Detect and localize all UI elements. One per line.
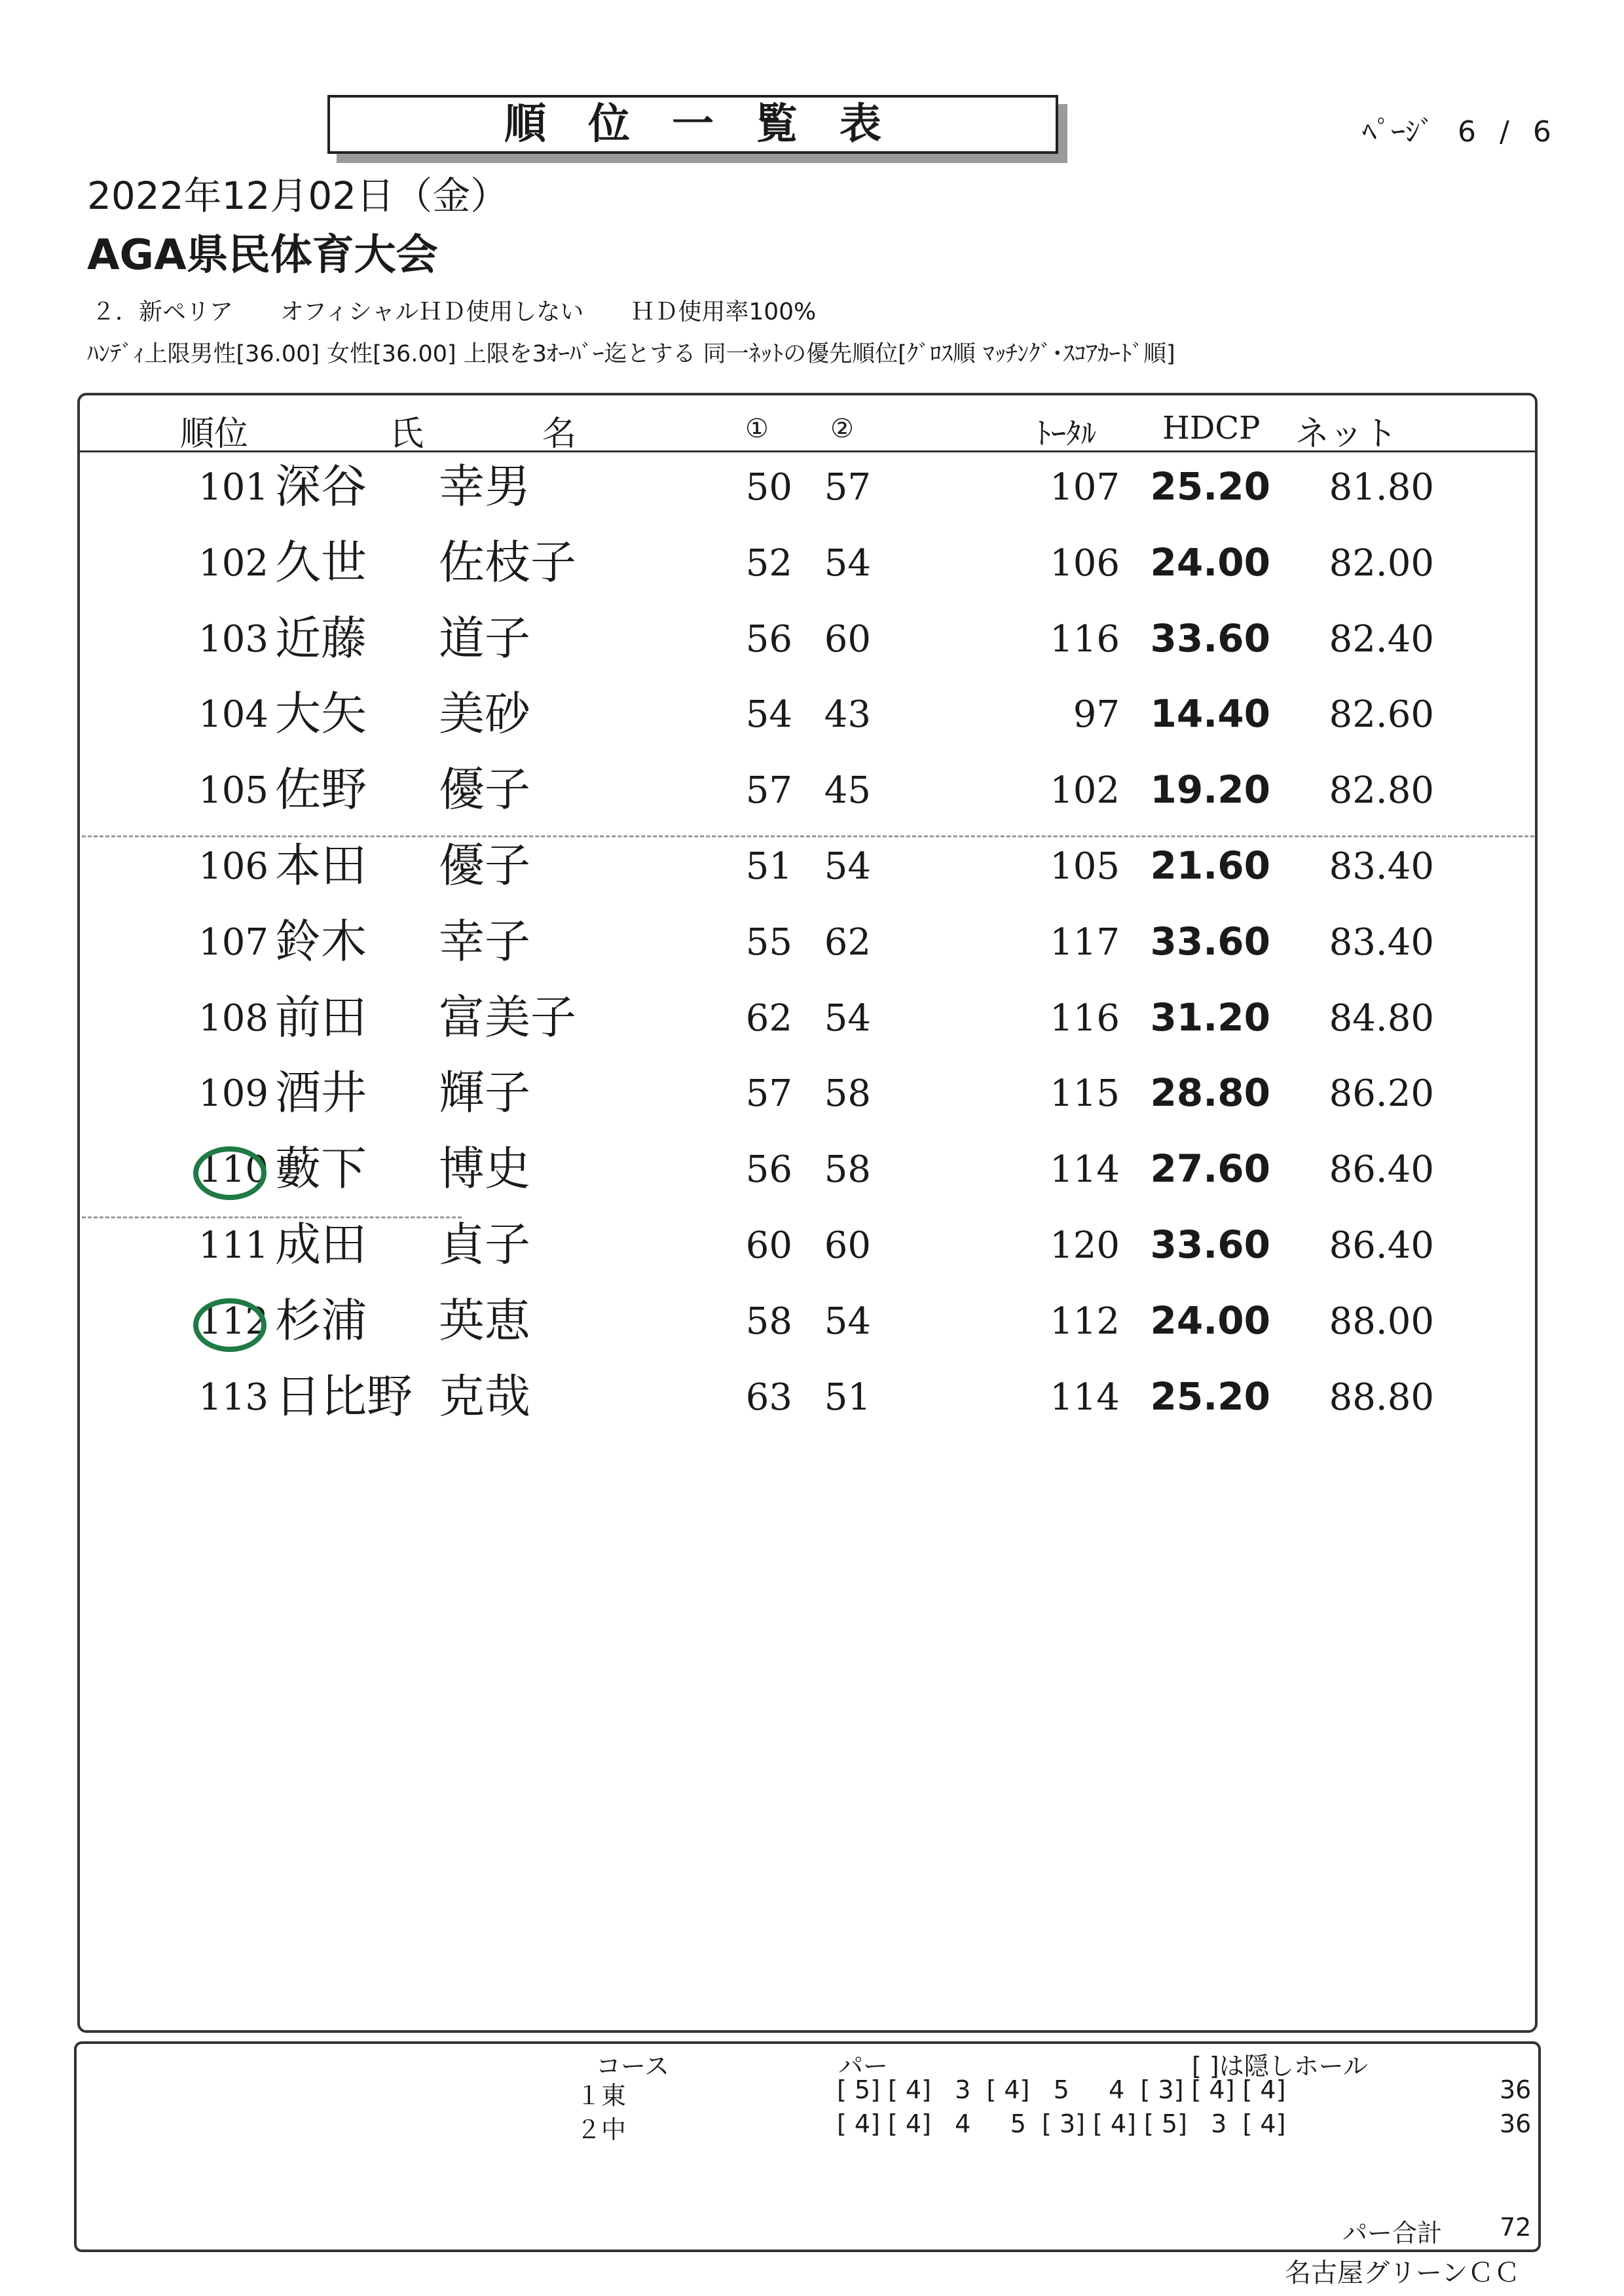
col-header-hdcp: HDCP (1162, 410, 1261, 446)
course-name: ２中 (576, 2115, 627, 2144)
round2-score-cell: 43 (824, 693, 871, 737)
family-name-cell: 久世 (275, 535, 367, 589)
course-holes: [ 4] [ 4] 4 5 [ 3] [ 4] [ 5] 3 [ 4] (837, 2109, 1286, 2138)
hdcp-cell: 14.40 (1150, 691, 1270, 737)
round1-score-cell: 57 (745, 769, 792, 812)
round1-score-cell: 57 (745, 1072, 792, 1116)
col-header-rank: 順位 (180, 414, 249, 454)
family-name-cell: 成田 (275, 1218, 367, 1271)
course-par-sum: 36 (1500, 2075, 1532, 2104)
net-score-cell: 86.40 (1329, 1148, 1434, 1192)
table-row (0, 1364, 1624, 1440)
family-name-cell: 鈴木 (275, 914, 367, 968)
round1-score-cell: 63 (745, 1376, 792, 1419)
round2-score-cell: 54 (824, 541, 871, 585)
given-name-cell: 優子 (439, 763, 530, 817)
table-row (0, 681, 1624, 757)
round1-score-cell: 55 (745, 920, 792, 964)
round1-score-cell: 54 (745, 693, 792, 737)
rank-cell: 103 (198, 617, 268, 661)
handwritten-circle-mark (193, 1146, 267, 1200)
net-score-cell: 83.40 (1329, 920, 1434, 964)
rank-cell: 108 (198, 996, 268, 1040)
page-title: 順位一覧表 (504, 100, 923, 149)
family-name-cell: 本田 (275, 839, 367, 892)
col-header-round2: ② (830, 414, 854, 444)
given-name-cell: 幸男 (439, 460, 530, 513)
total-score-cell: 107 (1050, 466, 1120, 509)
total-score-cell: 97 (1073, 693, 1120, 737)
rank-cell: 105 (198, 769, 268, 812)
round1-score-cell: 60 (745, 1224, 792, 1267)
given-name-cell: 佐枝子 (439, 535, 576, 589)
hdcp-cell: 33.60 (1150, 615, 1270, 661)
rank-cell: 106 (198, 845, 268, 888)
table-row (0, 985, 1624, 1061)
round2-score-cell: 45 (824, 769, 871, 812)
course-holes: [ 5] [ 4] 3 [ 4] 5 4 [ 3] [ 4] [ 4] (837, 2075, 1286, 2104)
net-score-cell: 83.40 (1329, 845, 1434, 888)
par-label: パー (838, 2052, 889, 2081)
net-score-cell: 86.20 (1329, 1072, 1434, 1116)
col-header-round1: ① (745, 414, 769, 444)
net-score-cell: 86.40 (1329, 1224, 1434, 1267)
given-name-cell: 幸子 (439, 914, 530, 968)
given-name-cell: 博史 (439, 1142, 530, 1196)
given-name-cell: 輝子 (439, 1066, 530, 1120)
round1-score-cell: 56 (745, 617, 792, 661)
net-score-cell: 82.80 (1329, 769, 1434, 812)
rank-cell: 113 (198, 1376, 268, 1419)
title-box (327, 95, 1058, 154)
round1-score-cell: 51 (745, 845, 792, 888)
round2-score-cell: 51 (824, 1376, 871, 1419)
total-score-cell: 112 (1050, 1300, 1120, 1343)
table-row (0, 909, 1624, 985)
family-name-cell: 深谷 (275, 460, 367, 513)
family-name-cell: 佐野 (275, 763, 367, 817)
rank-cell: 102 (198, 541, 268, 585)
given-name-cell: 美砂 (439, 687, 530, 741)
table-row (0, 1136, 1624, 1212)
event-name: AGA県民体育大会 (87, 231, 438, 280)
table-row (0, 530, 1624, 606)
table-row (0, 757, 1624, 833)
round2-score-cell: 57 (824, 466, 871, 509)
event-date: 2022年12月02日（金） (87, 173, 509, 218)
round1-score-cell: 58 (745, 1300, 792, 1343)
net-score-cell: 82.00 (1329, 541, 1434, 585)
col-header-total: ﾄｰﾀﾙ (1036, 416, 1096, 451)
family-name-cell: 藪下 (275, 1142, 367, 1196)
round2-score-cell: 54 (824, 1300, 871, 1343)
total-score-cell: 105 (1050, 845, 1120, 888)
rank-cell: 111 (198, 1224, 268, 1267)
given-name-cell: 富美子 (439, 990, 576, 1044)
round2-score-cell: 58 (824, 1072, 871, 1116)
table-row (0, 1060, 1624, 1136)
round1-score-cell: 52 (745, 541, 792, 585)
round2-score-cell: 60 (824, 617, 871, 661)
total-score-cell: 117 (1050, 920, 1120, 964)
rank-cell: 107 (198, 920, 268, 964)
hdcp-cell: 25.20 (1150, 464, 1270, 509)
hdcp-cell: 33.60 (1150, 1222, 1270, 1267)
net-score-cell: 81.80 (1329, 466, 1434, 509)
given-name-cell: 道子 (439, 611, 530, 665)
page-label: ﾍﾟｰｼﾞ (1362, 115, 1434, 149)
net-score-cell: 82.60 (1329, 693, 1434, 737)
given-name-cell: 克哉 (439, 1369, 530, 1423)
table-row (0, 833, 1624, 909)
round2-score-cell: 54 (824, 845, 871, 888)
family-name-cell: 近藤 (275, 611, 367, 665)
total-score-cell: 116 (1050, 996, 1120, 1040)
page-current: 6 (1458, 115, 1476, 149)
hdcp-cell: 19.20 (1150, 767, 1270, 812)
hdcp-cell: 31.20 (1150, 994, 1270, 1040)
net-score-cell: 82.40 (1329, 617, 1434, 661)
hdcp-cell: 24.00 (1150, 539, 1270, 585)
course-label: コース (596, 2052, 670, 2081)
rank-cell: 104 (198, 693, 268, 737)
hdcp-cell: 25.20 (1150, 1374, 1270, 1419)
par-total-label: パー合計 (1342, 2219, 1443, 2248)
total-score-cell: 106 (1050, 541, 1120, 585)
table-row (0, 606, 1624, 682)
handwritten-circle-mark (193, 1298, 267, 1352)
hdcp-cell: 21.60 (1150, 843, 1270, 888)
condition-line: ２．新ペリア オフィシャルＨＤ使用しない ＨＤ使用率100% (92, 299, 817, 325)
page-total: 6 (1532, 115, 1551, 149)
par-total-value: 72 (1500, 2213, 1532, 2242)
rank-cell: 110 (198, 1148, 268, 1192)
given-name-cell: 貞子 (439, 1218, 530, 1271)
family-name-cell: 杉浦 (275, 1293, 367, 1347)
hdcp-cell: 33.60 (1150, 919, 1270, 964)
col-header-name-a: 氏 (390, 414, 424, 454)
family-name-cell: 大矢 (275, 687, 367, 741)
given-name-cell: 優子 (439, 839, 530, 892)
round2-score-cell: 54 (824, 996, 871, 1040)
group-separator (82, 1216, 462, 1218)
net-score-cell: 88.00 (1329, 1300, 1434, 1343)
venue-name: 名古屋グリーンＣＣ (1285, 2258, 1521, 2288)
family-name-cell: 前田 (275, 990, 367, 1044)
handicap-limit-line: ﾊﾝﾃﾞｨ上限男性[36.00] 女性[36.00] 上限を3ｵｰﾊﾞｰ迄とする 同一ﾈｯﾄの優先順位[ｸﾞﾛｽ順 ﾏｯﾁﾝｸﾞ･ｽｺｱｶｰﾄﾞ順] (87, 341, 1175, 367)
total-score-cell: 116 (1050, 617, 1120, 661)
group-separator (82, 835, 1534, 837)
given-name-cell: 英恵 (439, 1293, 530, 1347)
course-par-sum: 36 (1500, 2109, 1532, 2138)
table-row (0, 1212, 1624, 1288)
hidden-hole-note: [ ]は隠しホール (1192, 2052, 1368, 2081)
round1-score-cell: 56 (745, 1148, 792, 1192)
family-name-cell: 酒井 (275, 1066, 367, 1120)
rank-cell: 101 (198, 466, 268, 509)
total-score-cell: 115 (1050, 1072, 1120, 1116)
course-name: １東 (576, 2081, 627, 2110)
total-score-cell: 102 (1050, 769, 1120, 812)
round1-score-cell: 50 (745, 466, 792, 509)
col-header-net: ネット (1295, 414, 1398, 454)
round2-score-cell: 62 (824, 920, 871, 964)
total-score-cell: 120 (1050, 1224, 1120, 1267)
rank-cell: 109 (198, 1072, 268, 1116)
page-separator: / (1500, 115, 1509, 149)
round2-score-cell: 60 (824, 1224, 871, 1267)
net-score-cell: 84.80 (1329, 996, 1434, 1040)
total-score-cell: 114 (1050, 1148, 1120, 1192)
table-row (0, 454, 1624, 530)
page-indicator (1362, 108, 1551, 150)
total-score-cell: 114 (1050, 1376, 1120, 1419)
round2-score-cell: 58 (824, 1148, 871, 1192)
round1-score-cell: 62 (745, 996, 792, 1040)
net-score-cell: 88.80 (1329, 1376, 1434, 1419)
hdcp-cell: 24.00 (1150, 1298, 1270, 1343)
table-row (0, 1288, 1624, 1364)
family-name-cell: 日比野 (275, 1369, 413, 1423)
hdcp-cell: 27.60 (1150, 1146, 1270, 1192)
col-header-name-b: 名 (542, 414, 577, 454)
hdcp-cell: 28.80 (1150, 1070, 1270, 1116)
rank-cell: 112 (198, 1300, 268, 1343)
